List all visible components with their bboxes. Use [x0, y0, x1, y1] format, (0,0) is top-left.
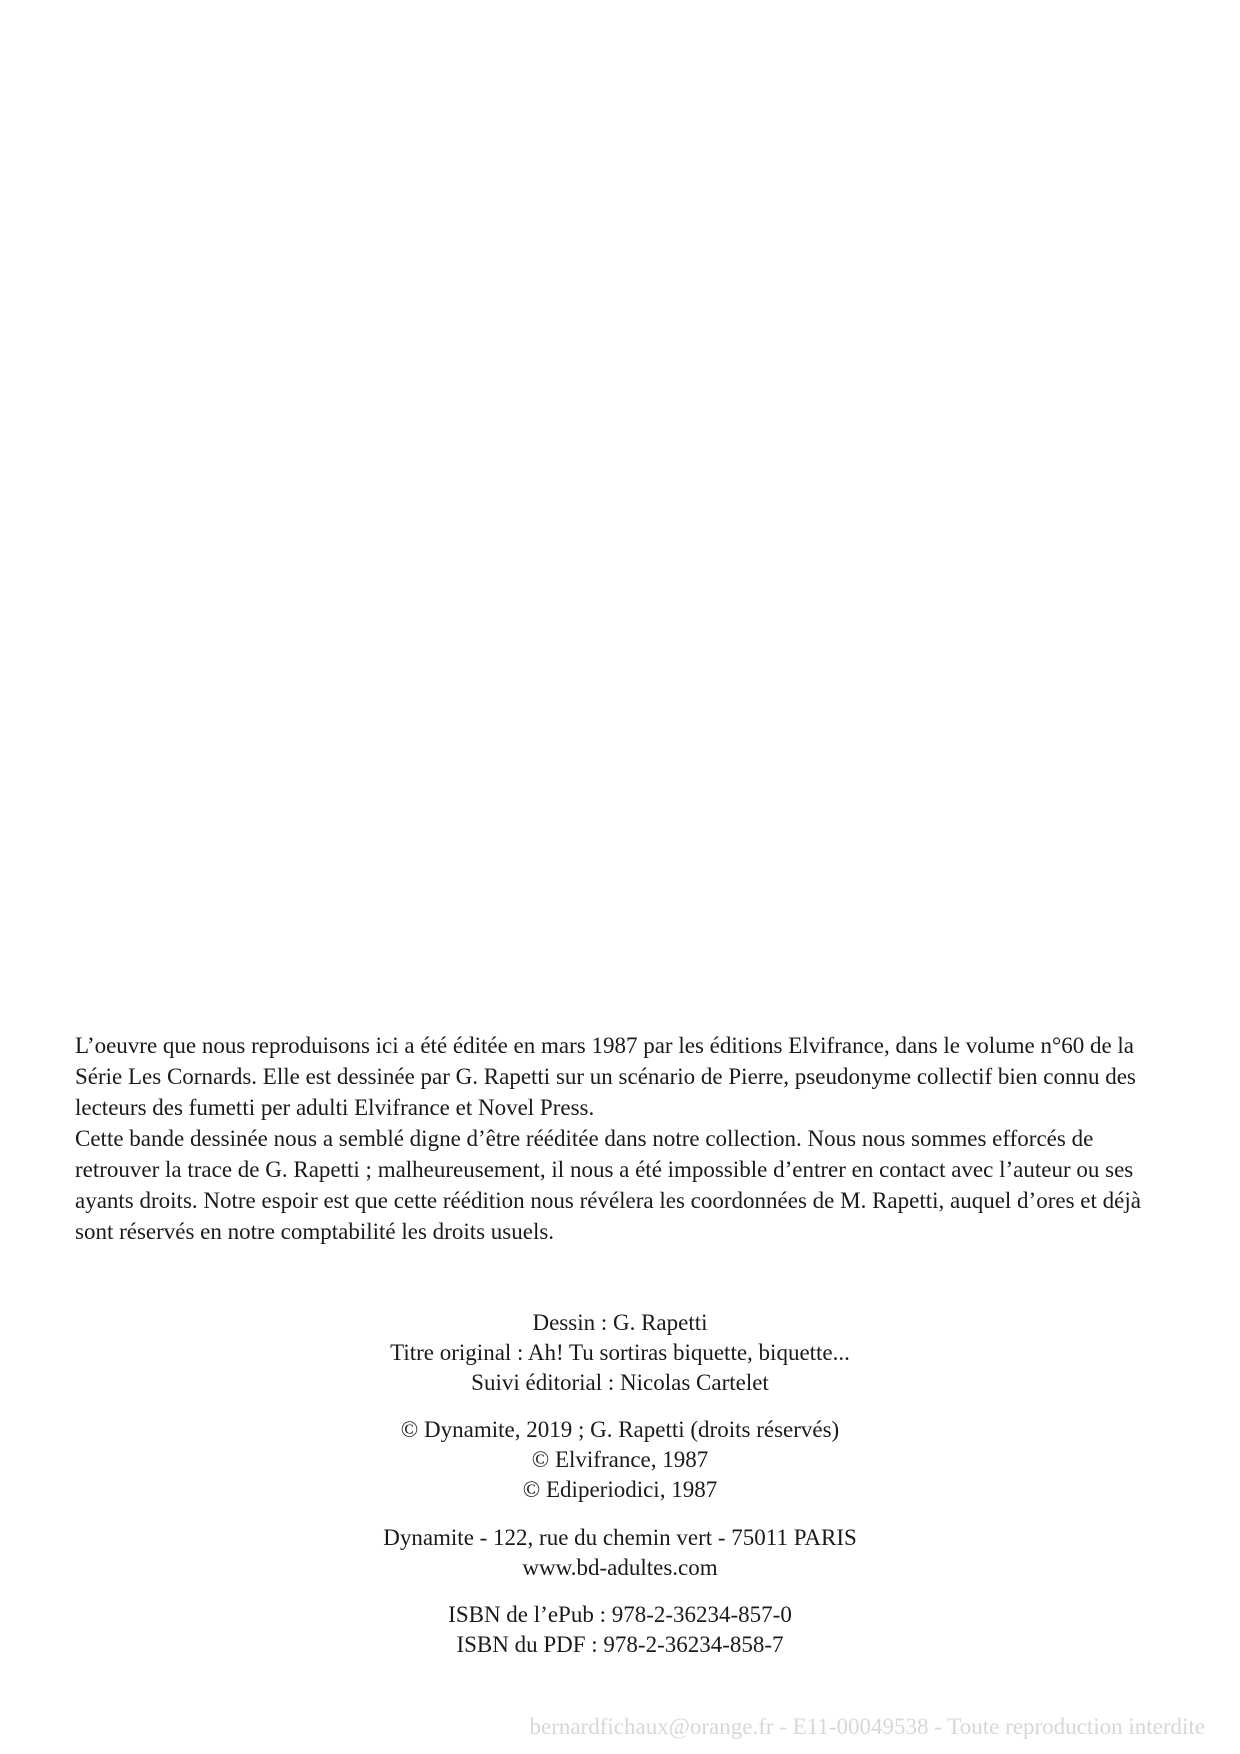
- original-title: Titre original : Ah! Tu sortiras biquette, biquette...: [390, 1340, 850, 1365]
- publisher-address: Dynamite - 122, rue du chemin vert - 75011 PARIS: [383, 1525, 857, 1550]
- isbn-epub: ISBN de l’ePub : 978-2-36234-857-0: [448, 1602, 792, 1627]
- edition-notice: [75, 1030, 1175, 1247]
- publisher-website: www.bd-adultes.com: [522, 1555, 718, 1580]
- notice-paragraph-2: Cette bande dessinée nous a semblé digne d’être rééditée dans notre collection. Nous nous sommes efforcés de retrouver la trace de G. Rapetti ; malheureusement, il nous a été impossible d’entrer en contact avec l’auteur ou ses ayants droits. Notre espoir est que cette réédition nous révélera les coordonnées de M. Rapetti, auquel d’ores et déjà sont réservés en notre comptabilité les droits usuels.: [75, 1126, 1141, 1244]
- drawing-credit: Dessin : G. Rapetti: [532, 1310, 708, 1335]
- credits-block: [0, 1308, 1240, 1398]
- copyright-line: © Ediperiodici, 1987: [522, 1477, 718, 1502]
- publisher-address-block: [0, 1523, 1240, 1583]
- copyright-line: © Dynamite, 2019 ; G. Rapetti (droits réservés): [400, 1417, 840, 1442]
- isbn-block: [0, 1600, 1240, 1660]
- copyright-block: [0, 1415, 1240, 1505]
- notice-paragraph-1: L’oeuvre que nous reproduisons ici a été éditée en mars 1987 par les éditions Elvifrance, dans le volume n°60 de la Série Les Cornards. Elle est dessinée par G. Rapetti sur un scénario de Pierre, pseudonyme collectif bien connu des lecteurs des fumetti per adulti Elvifrance et Novel Press.: [75, 1033, 1136, 1120]
- copyright-line: © Elvifrance, 1987: [531, 1447, 709, 1472]
- isbn-pdf: ISBN du PDF : 978-2-36234-858-7: [456, 1632, 784, 1657]
- watermark: bernardfichaux@orange.fr - E11-00049538 - Toute reproduction interdite: [529, 1714, 1205, 1739]
- editorial-credit: Suivi éditorial : Nicolas Cartelet: [471, 1370, 769, 1395]
